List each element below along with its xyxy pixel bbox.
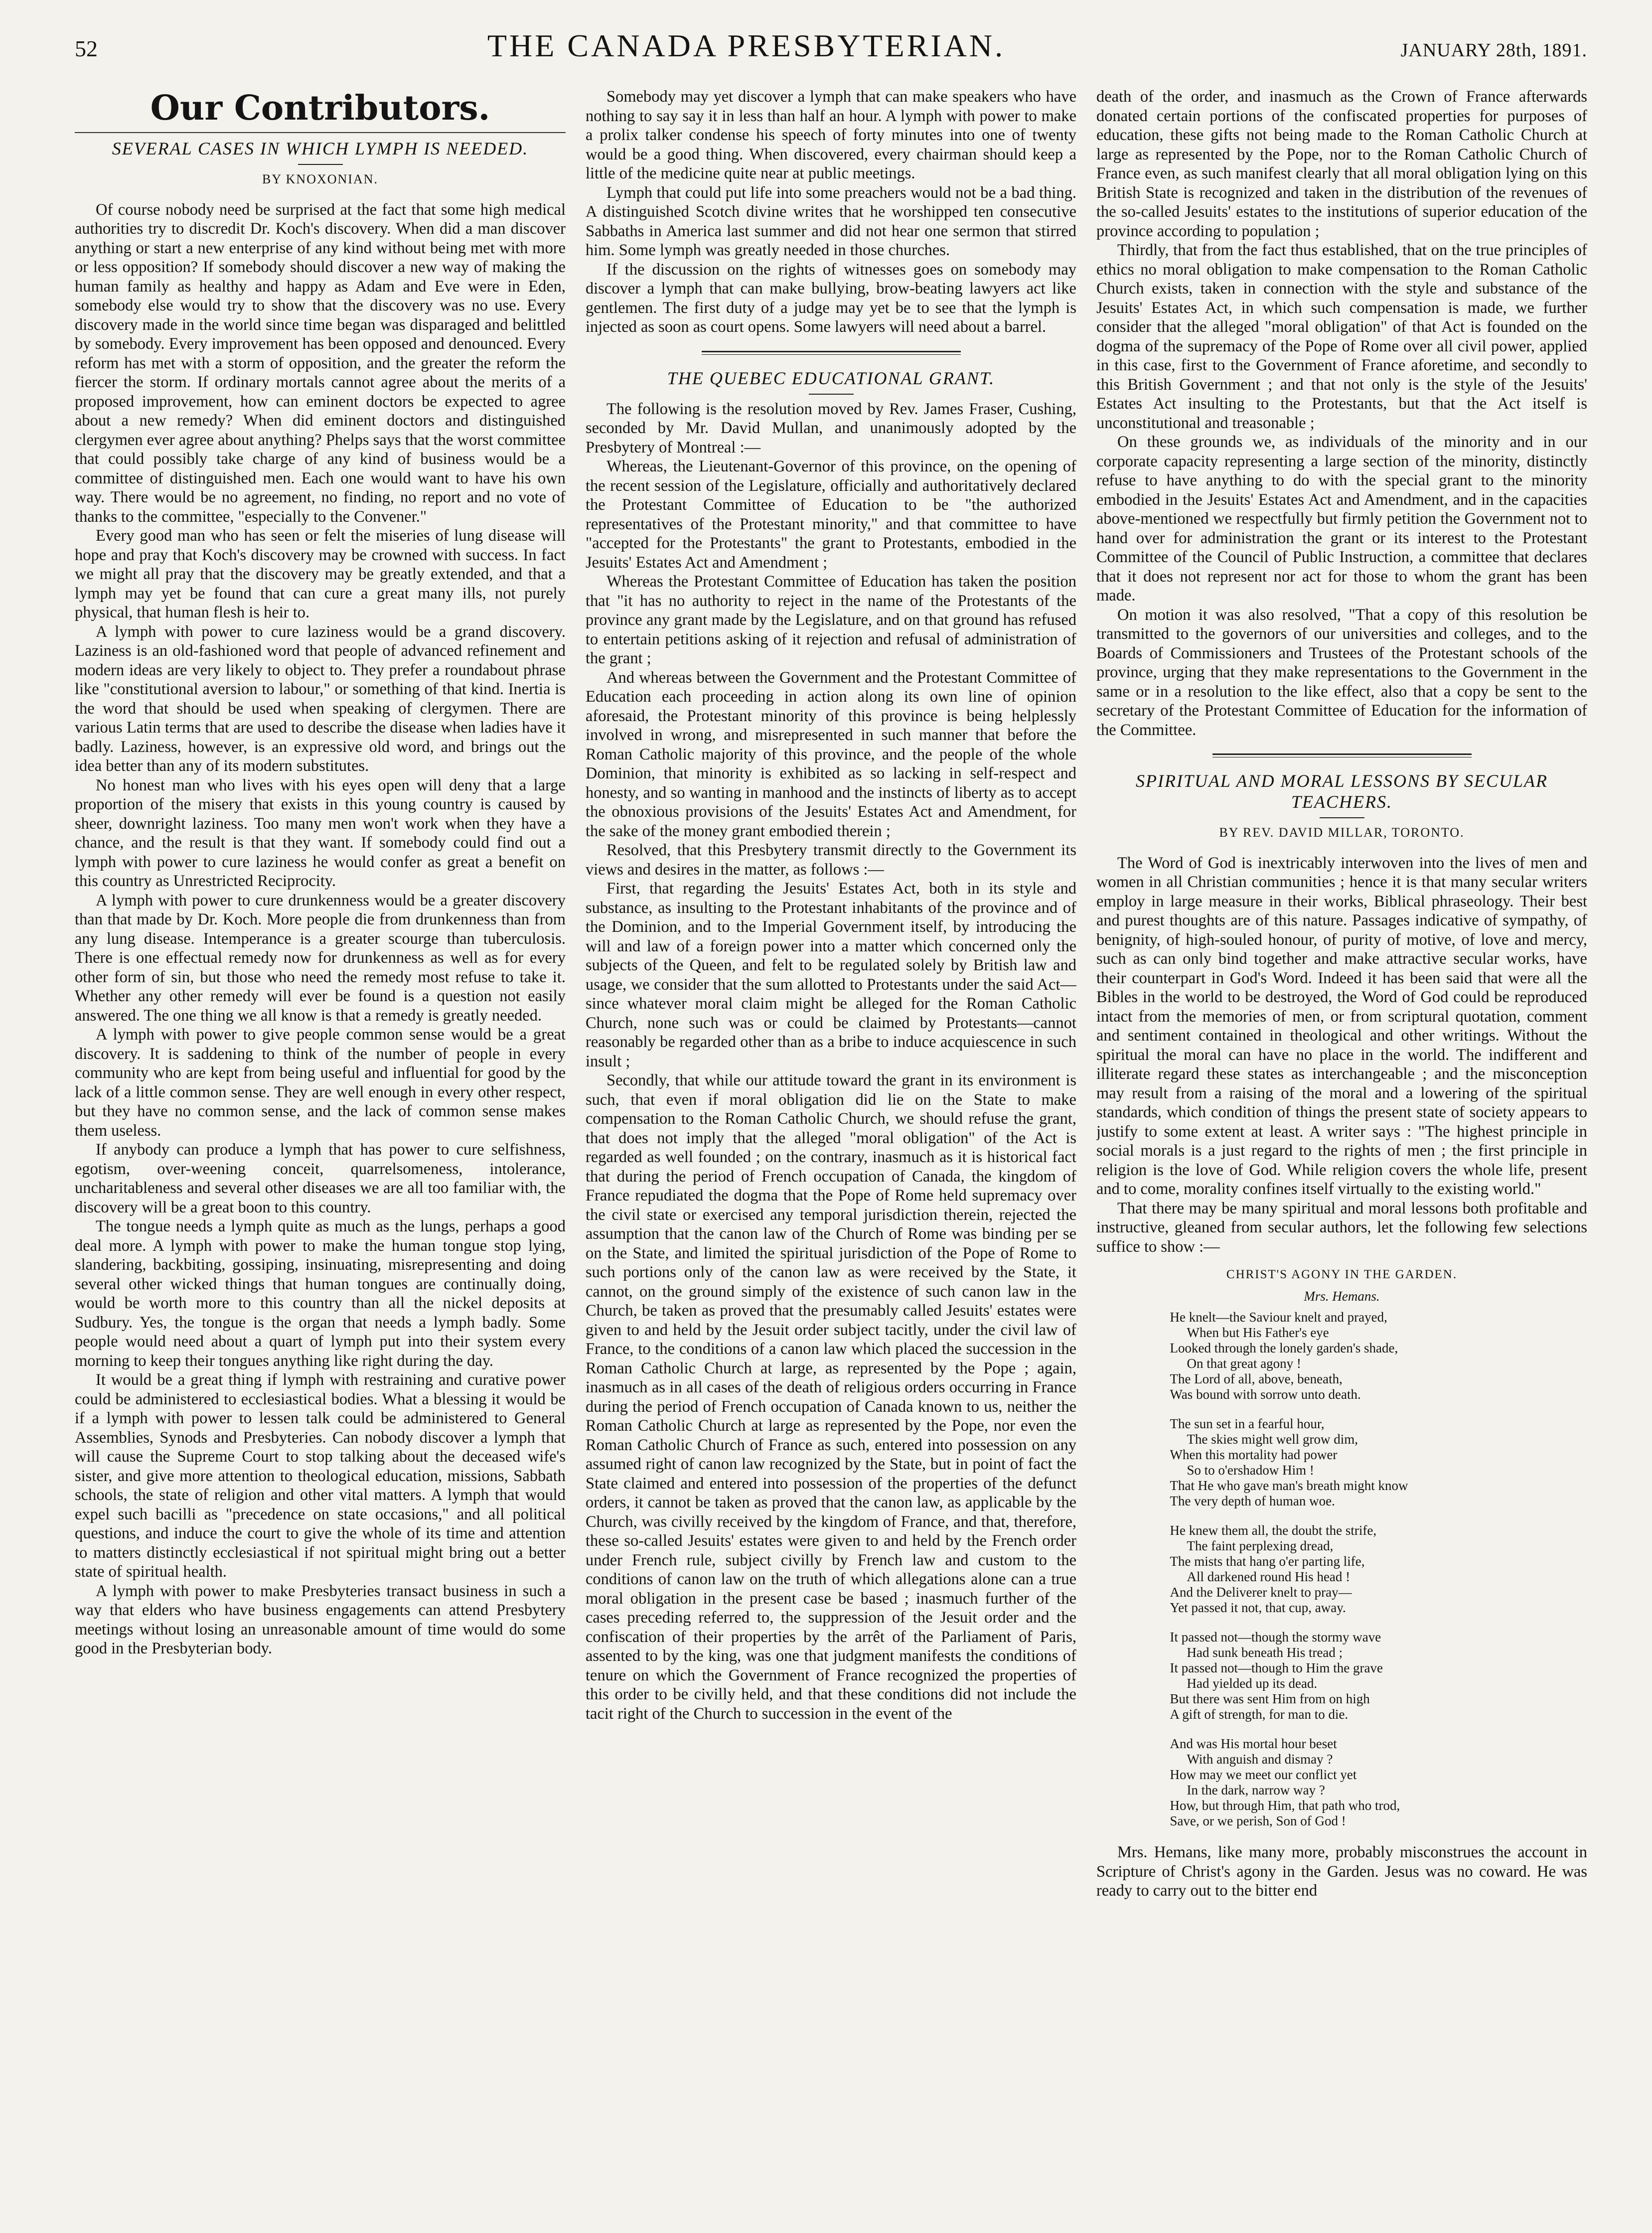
poem-stanza [1170, 1310, 1514, 1402]
paragraph: On these grounds we, as individuals of the minority and in our corporate capacity representing a large section of the minority, distinctly refuse to have anything to do with the special grant to the minority embodied in the Jesuits' Estates Act and Amendment, and in the capacities above-mentioned we respectfully but firmly petition the Government not to hand over for administration the grant or its interest to the Protestant Committee of the Council of Public Instruction, a committee that declares that it does not represent nor act for those to whom the grant has been made. [1096, 433, 1587, 604]
poem-line: But there was sent Him from on high [1170, 1691, 1370, 1706]
paragraph: First, that regarding the Jesuits' Estates Act, both in its style and substance, as insulting to the Protestant inhabitants of the province and of the Dominion, and to the Imperial Government itself, by introducing the will and law of a foreign power into a matter which concerned only the subjects of the Queen, and felt to be regulated solely by British law and usage, we consider that the sum allotted to Protestants under the said Act—since whatever moral claim might be alleged for the Roman Catholic Church, none such was or could be claimed by Protestants—cannot reasonably be regarded other than as a bribe to induce acquiescence in such insult ; [586, 880, 1076, 1070]
paragraph: Every good man who has seen or felt the miseries of lung disease will hope and pray that Koch's discovery may be crowned with success. In fact we might all pray that the discovery may be greatly extended, and that a lymph may yet be found that can cure a great many ills, not purely physical, that human flesh is heir to. [75, 527, 566, 621]
publication-title: THE CANADA PRESBYTERIAN. [487, 28, 1006, 63]
poem-line: Looked through the lonely garden's shade, [1170, 1340, 1398, 1355]
paragraph: Thirdly, that from the fact thus established, that on the true principles of ethics no moral obligation to make compensation to the Roman Catholic Church exists, taken in connection with the style and substance of the Jesuits' Estates Act, in which such compensation is made, we further consider that the alleged "moral obligation" of that Act is founded on the dogma of the supremacy of the Pope of Rome over all civil power, applied in this case, first to the Government of France aforetime, and secondly to this British Government ; and that not only is the style of the Jesuits' Estates Act insulting to the Protestants, but that the Act itself is unconstitutional and treasonable ; [1096, 241, 1587, 432]
poem-line: That He who gave man's breath might know [1170, 1478, 1408, 1493]
paragraph: Whereas the Protestant Committee of Education has taken the position that "it has no authority to reject in the name of the Protestants of the province any grant made by the Legislature, and on that ground has refused to entertain petitions asking of it rejection and refusal of administration of the grant ; [586, 573, 1076, 667]
paragraph: Of course nobody need be surprised at the fact that some high medical authorities try to discredit Dr. Koch's discovery. When did a man discover anything or start a new enterprise of any kind without being met with more or less opposition? If somebody should discover a new way of making the human family as healthy and happy as Adam and Eve were in Eden, somebody else would try to show that the discovery was no use. Every discovery made in the world since time began was disparaged and belittled by somebody. Every improvement has been opposed and denounced. Every reform has met with a storm of opposition, and the greater the reform the fiercer the storm. If ordinary mortals cannot agree about the merits of a proposed improvement, how can eminent doctors be expected to agree about a new remedy? When did eminent doctors and distinguished clergymen ever agree about anything? Phelps says that the worst committee that could possibly take charge of any kind of business would be a committee of distinguished men. Each one would want to have his own way. There would be no agreement, no finding, no report and no vote of thanks to the committee, "especially to the Convener." [75, 200, 566, 526]
paragraph: If anybody can produce a lymph that has power to cure selfishness, egotism, over-weening conceit, quarrelsomeness, intolerance, uncharitableness and several other diseases we are all too familiar with, the discovery will be a great boon to this country. [75, 1141, 566, 1216]
paragraph: The Word of God is inextricably interwoven into the lives of men and women in all Christian communities ; hence it is that many secular writers employ in large measure in their works, Biblical phraseology. Their best and purest thoughts are of this nature. Passages indicative of sympathy, of benignity, of high-souled honour, of purity of motive, of love and mercy, such as can only bind together and make attractive secular works, have their counterpart in God's Word. Indeed it has been said that were all the Bibles in the world to be destroyed, the Word of God could be reproduced intact from the memories of men, or from scriptural quotation, comment and sentiment contained in theological and other writings. Without the spiritual the moral can have no place in the world. The indifferent and illiterate regard these states as interchangeable ; and the misconception may result from a raising of the moral and a lowering of the spiritual standards, which condition of things the present state of society appears to justify to some extent at least. A writer says : "The highest principle in social morals is a just regard to the rights of men ; the first principle in religion is the love of God. While religion covers the whole life, present and to come, morality confines itself virtually to the existing world." [1096, 854, 1587, 1198]
paragraph: Lymph that could put life into some preachers would not be a bad thing. A distinguished Scotch divine writes that he worshipped ten consecutive Sabbaths in America last summer and did not hear one sermon that stirred him. Some lymph was greatly needed in those churches. [586, 183, 1076, 259]
article-title: THE QUEBEC EDUCATIONAL GRANT. [667, 368, 995, 388]
poem-line: Had sunk beneath His tread ; [1187, 1645, 1343, 1660]
paragraph: On motion it was also resolved, "That a copy of this resolution be transmitted to the governors of our universities and colleges, and to the Boards of Commissioners and Trustees of the Protestant schools of the province, urging that they make representations to the Government in the same or in a resolution to the like effect, also that a copy be sent to the secretary of the Protestant Committee of Education for the information of the Committee. [1096, 605, 1587, 739]
paragraph: That there may be many spiritual and moral lessons both profitable and instructive, gleaned from secular authors, let the following few selections suffice to show :— [1096, 1199, 1587, 1256]
poem-title: CHRIST'S AGONY IN THE GARDEN. [1226, 1268, 1458, 1281]
article-title: SPIRITUAL AND MORAL LESSONS BY SECULAR TEACHERS. [1135, 771, 1548, 812]
article-title: SEVERAL CASES IN WHICH LYMPH IS NEEDED. [112, 139, 529, 158]
poem-line: The very depth of human woe. [1170, 1493, 1335, 1508]
page-number: 52 [75, 36, 98, 61]
poem-line: The mists that hang o'er parting life, [1170, 1554, 1365, 1569]
poem-line: The faint perplexing dread, [1187, 1538, 1334, 1553]
poem-line: Had yielded up its dead. [1187, 1676, 1318, 1691]
paragraph: A lymph with power to cure drunkenness would be a greater discovery than that made by Dr. Koch. More people die from drunkenness than from any lung disease. Intemperance is a greater scourge than tuberculosis. There is one effectual remedy now for drunkenness as well as for every other form of sin, but those who need the remedy most refuse to take it. Whether any other remedy will ever be found is a question not easily answered. The one thing we all know is that a remedy is greatly needed. [75, 891, 566, 1025]
divider [809, 394, 854, 395]
poem-line: How may we meet our conflict yet [1170, 1767, 1357, 1782]
poem-author: Mrs. Hemans. [1304, 1288, 1380, 1304]
paragraph: A lymph with power to give people common sense would be a great discovery. It is saddening to think of the number of people in every community who are kept from being useful and influential for good by the lack of a little common sense. They are well enough in every other respect, but they have no common sense, and the lack of common sense makes them useless. [75, 1026, 566, 1140]
poem-line: The sun set in a fearful hour, [1170, 1416, 1325, 1431]
paragraph: Somebody may yet discover a lymph that can make speakers who have nothing to say say it in less than half an hour. A lymph with power to make a prolix talker condense his speech of forty minutes into one of twenty would be a good thing. When discovered, every chairman should keep a little of the medicine quite near at public meetings. [586, 88, 1076, 182]
column-2 [586, 87, 1076, 2210]
issue-date: JANUARY 28th, 1891. [1400, 40, 1587, 61]
paragraph: If the discussion on the rights of witnesses goes on somebody may discover a lymph that can make bullying, brow-beating lawyers act like gentlemen. The first duty of a judge may yet be to see that the lymph is injected as soon as court opens. Some lawyers will need about a barrel. [586, 260, 1076, 336]
poem-line: Save, or we perish, Son of God ! [1170, 1813, 1346, 1828]
column-1 [75, 87, 566, 2210]
poem-line: Was bound with sorrow unto death. [1170, 1387, 1361, 1402]
paragraph: It would be a great thing if lymph with restraining and curative power could be administered to ecclesiastical bodies. What a blessing it would be if a lymph with power to lessen talk could be administered to General Assemblies, Synods and Presbyteries. Can nobody discover a lymph that will cause the Supreme Court to stop talking about the deceased wife's sister, and give more attention to theological education, missions, Sabbath schools, the state of religion and other vital matters. A lymph that would expel such bacilli as "precedence on state occasions," and all political questions, and induce the court to give the whole of its time and attention to matters distinctly ecclesiastical if not spiritual might bring out a better state of spiritual health. [75, 1371, 566, 1581]
article-separator [1212, 753, 1472, 757]
poem-line: Yet passed it not, that cup, away. [1170, 1600, 1346, 1615]
article-body [1096, 87, 1587, 740]
article-body [586, 87, 1076, 337]
poem-line: He knelt—the Saviour knelt and prayed, [1170, 1310, 1387, 1325]
paragraph: A lymph with power to make Presbyteries transact business in such a way that elders who have business engagements can attend Presbytery meetings without losing an unreasonable amount of time would do some good in the Presbyterian body. [75, 1582, 566, 1657]
paragraph: Secondly, that while our attitude toward the grant in its environment is such, that even if moral obligation did lie on the State to make compensation to the Roman Catholic Church, we should refuse the grant, that does not imply that the alleged "moral obligation" of the Act is regarded as well founded ; on the contrary, inasmuch as it is historical fact that during the period of French occupation of Canada, the kingdom of France repudiated the dogma that the Pope of Rome held supremacy over the civil state or exercised any temporal jurisdiction therein, rejected the assumption that the canon law of the Church of Rome was binding per se on the State, and limited the spiritual jurisdiction of the Pope of Rome to such portions only of the canon law as were received by the State, it cannot, on the ground simply of the existence of such canon law in the Church, be taken as proved that the presumably called Jesuits' estates were given to and held by the Jesuit order subject tacitly, under the civil law of France, to the conditions of a canon law which placed the succession in the Roman Catholic Church at large, as represented by the Pope ; again, inasmuch as in all cases of the death of religious orders occurring in France during the period of French occupation of Canada known to us, neither the Roman Catholic Church at large as represented by the Pope, nor even the Roman Catholic Church of France as such, entered into possession on any assumed right of canon law recognized by the State, but in point of fact the State claimed and entered into possession of the properties of the defunct orders, it cannot be taken as proved that the canon law, as applicable by the Church, was civilly received by the kingdom of France, and that, therefore, these so-called Jesuits' estates were given to and held by the French order under French rule, subject civilly by French law and custom to the conditions of canon law on the truth of which allegations alone can a true moral obligation in the present case be based ; inasmuch further of the cases preceding referred to, the suppression of the Jesuit order and the confiscation of their properties by the arrêt of the Parliament of Paris, assented to by the king, was one that judgment manifests the conditions of tenure on which the Government of France recognized the properties of this order to be civilly held, and that these conditions did not include the tacit right of the Church to succession in the event of the [586, 1071, 1076, 1723]
poem-line: With anguish and dismay ? [1187, 1752, 1333, 1767]
paragraph: death of the order, and inasmuch as the Crown of France afterwards donated certain portions of the confiscated properties for purposes of education, these gifts not being made to the Roman Catholic Church at large as represented by the Pope, nor to the Roman Catholic Church of France even, as such manifest clearly that all moral obligation lying on this British State is recognized and taken in the distribution of the revenues of the so-called Jesuits' estates to the institutions of superior education of the province according to population ; [1096, 88, 1587, 240]
poem-line: When this mortality had power [1170, 1447, 1338, 1462]
divider [1320, 817, 1364, 818]
paragraph: Resolved, that this Presbytery transmit directly to the Government its views and desires in the matter, as follows :— [586, 841, 1076, 879]
paragraph: And whereas between the Government and the Protestant Committee of Education each proceeding in action along its own line of opinion aforesaid, the Protestant minority of this province is being helplessly involved in wrong, and misrepresented in such manner that before the Roman Catholic majority of this province, and the people of the whole Dominion, that minority is exhibited as so lacking in self-respect and honesty, and so wanting in manhood and the instincts of liberty as to accept the obnoxious provisions of the Jesuits' Estates Act and Amendment, for the sake of the money grant embodied therein ; [586, 668, 1076, 840]
poem-line: So to o'ershadow Him ! [1187, 1463, 1314, 1478]
paragraph: Mrs. Hemans, like many more, probably misconstrues the account in Scripture of Christ's agony in the Garden. Jesus was no coward. He was ready to carry out to the bitter end [1096, 1843, 1587, 1900]
columns [75, 87, 1587, 2210]
divider [75, 132, 566, 133]
poem-line: It passed not—though the stormy wave [1170, 1630, 1381, 1644]
article-body [586, 400, 1076, 1724]
poem-line: In the dark, narrow way ? [1187, 1783, 1325, 1797]
poem-line: It passed not—though to Him the grave [1170, 1660, 1383, 1675]
paragraph: Whereas, the Lieutenant-Governor of this province, on the opening of the recent session of the Legislature, officially and authoritatively declared the Protestant Committee of Education to be "the authorized representatives of the Protestant minority," and that committee to have "accepted for the Protestants" the grant to Protestants, embodied in the Jesuits' Estates Act and Amendment ; [586, 457, 1076, 572]
article-body [1096, 854, 1587, 1257]
poem-line: The Lord of all, above, beneath, [1170, 1371, 1343, 1386]
poem-line: The skies might well grow dim, [1187, 1432, 1358, 1447]
byline: BY REV. DAVID MILLAR, TORONTO. [1219, 825, 1465, 840]
poem-line: How, but through Him, that path who trod, [1170, 1798, 1400, 1813]
poem-line: All darkened round His head ! [1187, 1569, 1351, 1584]
poem-line: And was His mortal hour beset [1170, 1736, 1337, 1751]
poem-line: He knew them all, the doubt the strife, [1170, 1523, 1377, 1538]
article-body [75, 200, 566, 1658]
poem-stanza [1170, 1523, 1514, 1616]
divider [298, 164, 343, 165]
poem-stanza [1170, 1630, 1514, 1722]
column-3 [1096, 87, 1587, 2210]
poem-line: When but His Father's eye [1187, 1325, 1329, 1340]
poem-stanza [1170, 1416, 1514, 1509]
poem-line: On that great agony ! [1187, 1356, 1301, 1371]
paragraph: A lymph with power to cure laziness would be a grand discovery. Laziness is an old-fashioned word that people of advanced refinement and modern ideas are very likely to object to. They prefer a roundabout phrase like "constitutional aversion to labour," or something of that kind. Inertia is the word that should be used when speaking of clergymen. There are various Latin terms that are used to describe the disease when ladies have it badly. Laziness, however, is an expressive old word, and brings out the idea better than any of its modern substitutes. [75, 622, 566, 775]
paragraph: The tongue needs a lymph quite as much as the lungs, perhaps a good deal more. A lymph with power to make the human tongue stop lying, slandering, backbiting, gossiping, insinuating, misrepresenting and doing several other wicked things that human tongues are continually doing, would be worth more to this country than all the nickel deposits at Sudbury. Yes, the tongue is the organ that needs a lymph badly. Some people would need about a quart of lymph put into their system every morning to keep their tongues anything like right during the day. [75, 1217, 566, 1370]
article-separator [702, 351, 961, 355]
department-heading: Our Contributors. [150, 88, 490, 128]
paragraph: No honest man who lives with his eyes open will deny that a large proportion of the misery that exists in this young country is caused by sheer, downright laziness. Too many men won't work when they have a chance, and the result is that they want. If somebody could find out a lymph with power to cure laziness he would confer as great a benefit on this country as Unrestricted Reciprocity. [75, 776, 566, 890]
byline: BY KNOXONIAN. [262, 172, 379, 186]
poem [1170, 1310, 1514, 1829]
page-header [75, 27, 1587, 87]
poem-line: A gift of strength, for man to die. [1170, 1707, 1349, 1722]
paragraph: The following is the resolution moved by Rev. James Fraser, Cushing, seconded by Mr. David Mullan, and unanimously adopted by the Presbytery of Montreal :— [586, 400, 1076, 456]
poem-line: And the Deliverer knelt to pray— [1170, 1585, 1352, 1600]
poem-stanza [1170, 1736, 1514, 1829]
